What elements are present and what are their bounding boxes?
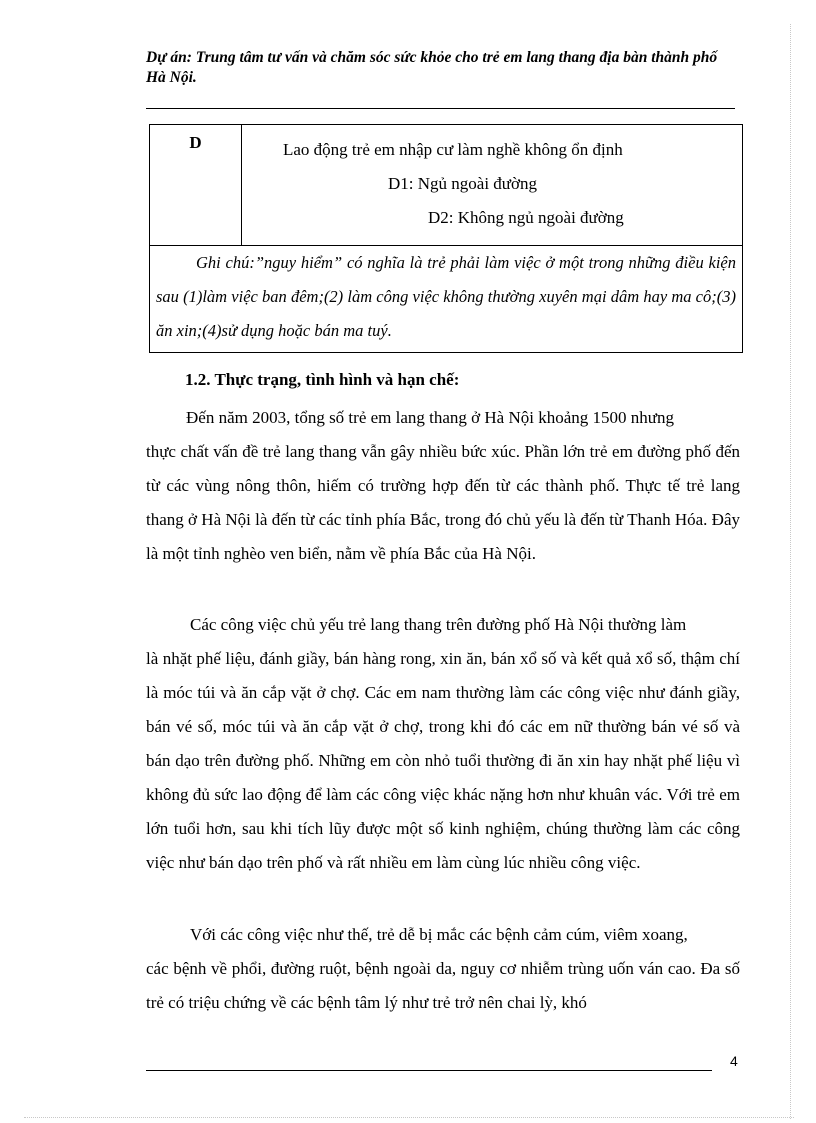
running-header (146, 48, 738, 88)
table-note (150, 246, 743, 353)
page-edge-right (790, 24, 791, 1119)
paragraph-1 (146, 401, 740, 571)
page-edge-bottom (24, 1117, 794, 1118)
subcategory-d2: D2: Không ngủ ngoài đường (428, 208, 624, 227)
header-line-1: Dự án: Trung tâm tư vấn và chăm sóc sức khỏe cho trẻ em lang thang địa bàn thành phố (146, 49, 718, 66)
paragraph-3-body: các bệnh về phổi, đường ruột, bệnh ngoài da, nguy cơ nhiễm trùng uốn ván cao. Đa số trẻ có triệu chứng về các bệnh tâm lý như trẻ trở nên chai lỳ, khó (146, 959, 740, 1012)
paragraph-3 (146, 918, 740, 1020)
header-rule (146, 108, 735, 109)
category-description (242, 125, 743, 246)
header-line-2: Hà Nội. (146, 69, 197, 86)
paragraph-2-body: là nhặt phế liệu, đánh giầy, bán hàng rong, xin ăn, bán xổ số và kết quả xổ số, thậm chí là móc túi và ăn cắp vặt ở chợ. Các em nam thường làm các công việc như đánh giầy, bán vé số, móc túi và ăn cắp vặt ở chợ, trong khi đó các em nữ thường bán vé số và bán dạo trên đường phố. Những em còn nhỏ tuổi thường đi ăn xin hay nhặt phế liệu vì không đủ sức lao động để làm các công việc khác nặng hơn như khuân vác. Với trẻ em lớn tuổi hơn, sau khi tích lũy được một số kinh nghiệm, chúng thường làm các công việc như bán dạo trên phố và rất nhiều em làm cùng lúc nhiều công việc. (146, 649, 740, 872)
classification-table (149, 124, 743, 353)
category-code: D (150, 125, 242, 246)
table-row (150, 125, 743, 246)
paragraph-1-first-line: Đến năm 2003, tổng số trẻ em lang thang ở Hà Nội khoảng 1500 nhưng (186, 408, 674, 427)
paragraph-1-body: thực chất vấn đề trẻ lang thang vẫn gây nhiều bức xúc. Phần lớn trẻ em đường phố đến từ các vùng nông thôn, hiếm có trường hợp đến từ các thành phố. Thực tế trẻ lang thang ở Hà Nội là đến từ các tỉnh phía Bắc, trong đó chủ yếu là đến từ Thanh Hóa. Đây là một tỉnh nghèo ven biển, nằm về phía Bắc của Hà Nội. (146, 442, 740, 563)
table-note-text: Ghi chú:”nguy hiểm” có nghĩa là trẻ phải làm việc ở một trong những điều kiện sau (1)làm việc ban đêm;(2) làm công việc không thường xuyên mại dâm hay ma cô;(3) ăn xin;(4)sử dụng hoặc bán ma tuý. (156, 253, 736, 340)
paragraph-3-first-line: Với các công việc như thế, trẻ dễ bị mắc các bệnh cảm cúm, viêm xoang, (190, 925, 688, 944)
page-number: 4 (730, 1053, 738, 1069)
table-row (150, 246, 743, 353)
paragraph-2 (146, 608, 740, 880)
footer-rule (146, 1070, 712, 1071)
subcategory-d1: D1: Ngủ ngoài đường (388, 174, 537, 193)
category-title: Lao động trẻ em nhập cư làm nghề không ổn định (283, 140, 623, 159)
section-heading: 1.2. Thực trạng, tình hình và hạn chế: (185, 370, 460, 389)
paragraph-2-first-line: Các công việc chủ yếu trẻ lang thang trên đường phố Hà Nội thường làm (190, 615, 687, 634)
